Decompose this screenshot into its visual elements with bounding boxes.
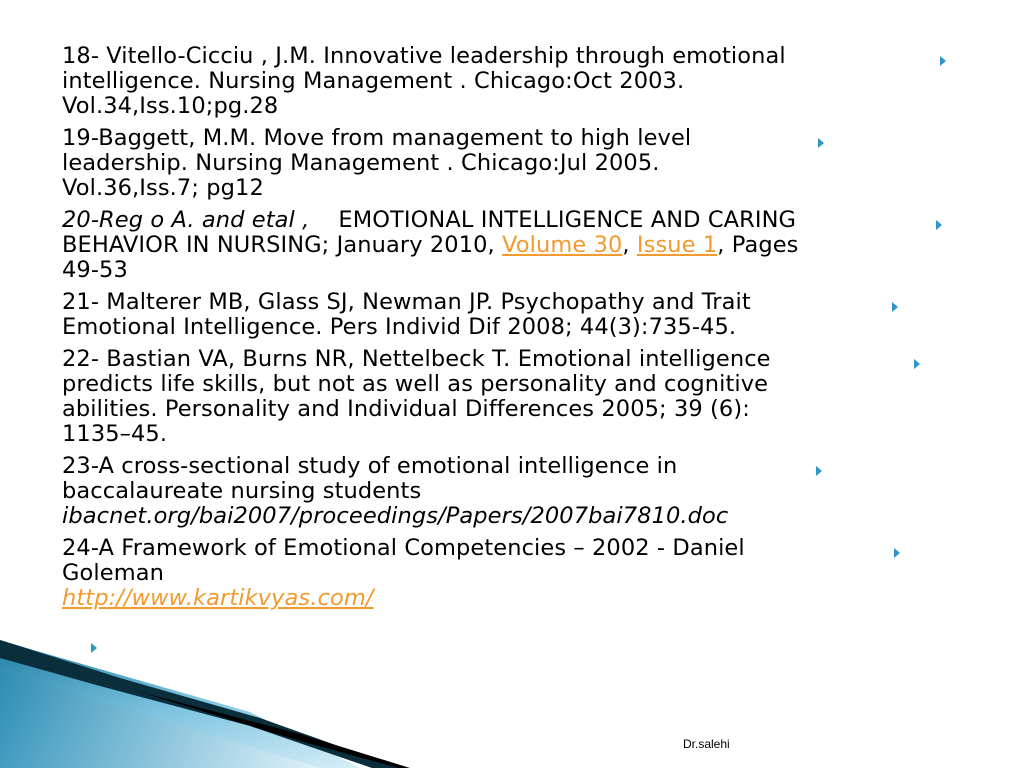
reference-21 xyxy=(62,290,962,340)
ref-line: predicts life skills, but not as well as personality and cognitive xyxy=(62,371,769,397)
ref-text: BEHAVIOR IN NURSING; January 2010, xyxy=(62,232,503,258)
reference-19 xyxy=(62,126,962,201)
volume-link[interactable]: Volume 30 xyxy=(502,232,623,258)
reference-list xyxy=(62,44,962,618)
ref-line xyxy=(62,208,962,233)
ref-line xyxy=(62,233,962,258)
triangle-right-bullet-icon xyxy=(892,302,898,312)
ref-line: 24-A Framework of Emotional Competencies – 2002 - Daniel xyxy=(62,535,745,561)
reference-23 xyxy=(62,454,962,529)
ref-title: EMOTIONAL INTELLIGENCE AND CARING xyxy=(338,207,797,233)
ref-line: 22- Bastian VA, Burns NR, Nettelbeck T. Emotional intelligence xyxy=(62,346,771,372)
ref-line: 49-53 xyxy=(62,257,128,283)
reference-24 xyxy=(62,536,962,611)
ref-line: Vol.36,Iss.7; pg12 xyxy=(62,175,264,201)
ref-line: 23-A cross-sectional study of emotional intelligence in xyxy=(62,453,678,479)
ref-line: baccalaureate nursing students xyxy=(62,478,422,504)
ref-line: 19-Baggett, M.M. Move from management to high level xyxy=(62,125,692,151)
decorative-swoosh xyxy=(0,600,1024,768)
reference-22 xyxy=(62,347,962,447)
ref-text: , Pages xyxy=(717,232,799,258)
issue-link[interactable]: Issue 1 xyxy=(636,232,718,258)
triangle-right-bullet-icon xyxy=(914,359,920,369)
ref-line: Goleman xyxy=(62,560,164,586)
reference-20 xyxy=(62,208,962,283)
triangle-right-bullet-icon xyxy=(818,138,824,148)
ref-url-italic: ibacnet.org/bai2007/proceedings/Papers/2007bai7810.doc xyxy=(62,503,729,529)
ref-separator: , xyxy=(622,232,637,258)
ref-line: leadership. Nursing Management . Chicago:Jul 2005. xyxy=(62,150,660,176)
triangle-right-bullet-icon xyxy=(816,466,822,476)
ref-authors-italic: 20-Reg o A. and etal , xyxy=(62,207,310,233)
triangle-right-bullet-icon xyxy=(940,56,946,66)
ref-line: abilities. Personality and Individual Differences 2005; 39 (6): xyxy=(62,396,750,422)
reference-18 xyxy=(62,44,962,119)
ref-line: Vol.34,Iss.10;pg.28 xyxy=(62,93,279,119)
triangle-right-bullet-icon xyxy=(894,548,900,558)
ref-line: 21- Malterer MB, Glass SJ, Newman JP. Psychopathy and Trait xyxy=(62,289,751,315)
triangle-right-bullet-icon xyxy=(91,643,97,653)
ref-line: 18- Vitello-Cicciu , J.M. Innovative leadership through emotional xyxy=(62,43,786,69)
footer-author: Dr.salehi xyxy=(683,737,730,751)
ref-line: Emotional Intelligence. Pers Individ Dif 2008; 44(3):735-45. xyxy=(62,314,737,340)
website-link[interactable]: http://www.kartikvyas.com/ xyxy=(62,585,374,611)
ref-line: 1135–45. xyxy=(62,421,168,447)
ref-line: intelligence. Nursing Management . Chicago:Oct 2003. xyxy=(62,68,685,94)
triangle-right-bullet-icon xyxy=(936,220,942,230)
